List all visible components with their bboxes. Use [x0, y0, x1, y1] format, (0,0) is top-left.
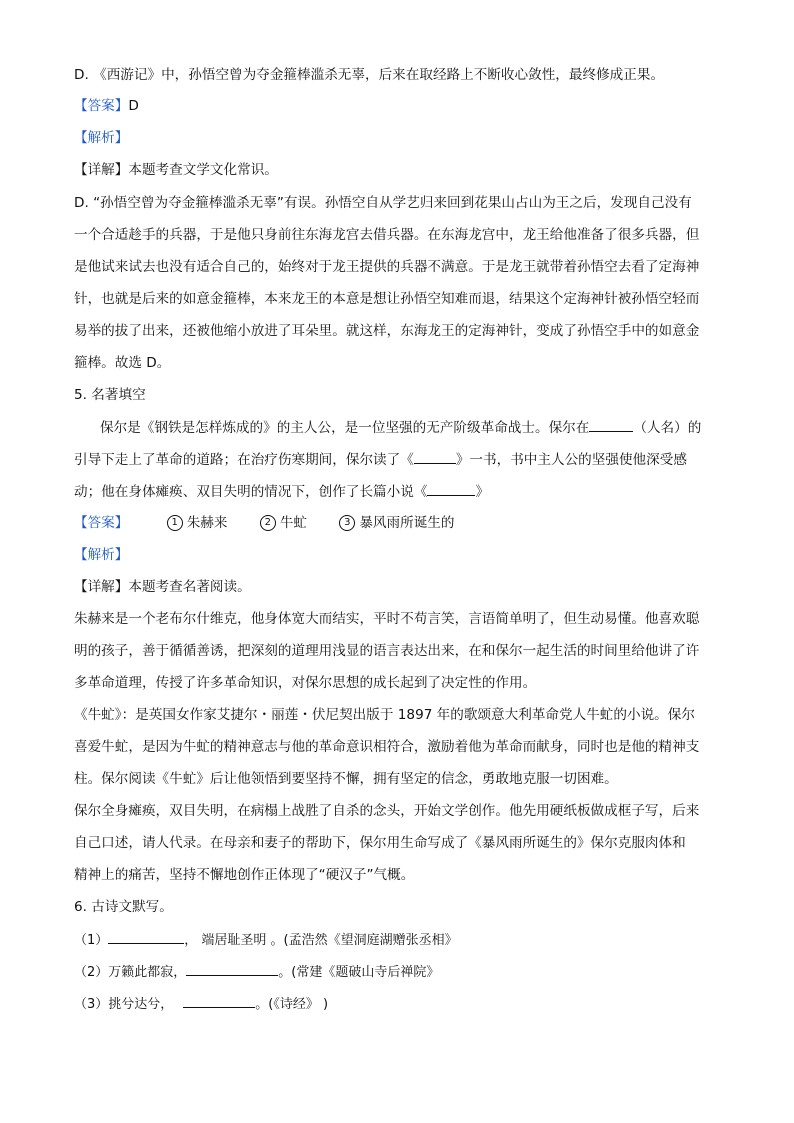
fill-blank: [183, 993, 255, 1008]
poem-item-number: （3）: [74, 997, 109, 1012]
analysis-tag: 【解析】: [74, 130, 129, 146]
poem-text: 挑兮达兮，: [108, 997, 174, 1012]
poem-text: 万籁此都寂，: [108, 965, 187, 980]
q5-stem-text: （人名）的: [633, 420, 702, 436]
answer-row-q4: [74, 96, 724, 116]
analysis-tag: 【解析】: [74, 547, 129, 563]
poem-item: [74, 961, 724, 983]
q5-stem-text: 引导下走上了革命的道路；在治疗伤寒期间，保尔读了《: [74, 452, 414, 468]
answer-value: D: [128, 98, 139, 114]
question-5-title: 5. 名著填空: [74, 387, 146, 403]
poem-text: 。(常建《题破山寺后禅院》: [278, 965, 440, 980]
q5-stem-text: 》: [475, 484, 490, 500]
fill-blank: [108, 929, 184, 944]
explain-line: 一个合适趁手的兵器，于是他只身前往东海龙宫去借兵器。在东海龙宫中，龙王给他准备了很多兵器，但: [74, 227, 700, 243]
poem-text: 。(《诗经》 ): [255, 997, 329, 1012]
explain-line: 喜爱牛虻，是因为牛虻的精神意志与他的革命意识相符合，激励着他为革命而献身，同时也是他的精神支: [74, 739, 700, 755]
answer-tag: 【答案】: [74, 515, 129, 531]
detail-tag: 【详解】: [74, 162, 129, 178]
fill-blank: [427, 481, 475, 496]
q5-stem-text: 动；他在身体瘫痪、双目失明的情况下，创作了长篇小说《: [74, 484, 428, 500]
q5-stem-text: 》一书，书中主人公的坚强使他深受感: [455, 452, 687, 468]
explain-line: 明的孩子，善于循循善诱，把深刻的道理用浅显的语言表达出来，在和保尔一起生活的时间里给他讲了许: [74, 643, 700, 659]
poem-item: [74, 993, 724, 1015]
explain-line: D. “孙悟空曾为夺金箍棒滥杀无辜”有误。孙悟空自从学艺归来回到花果山占山为王之后，发现自己没有: [74, 195, 692, 211]
answer-item: 朱赫来: [186, 515, 228, 531]
answer-item: 暴风雨所诞生的: [359, 515, 455, 531]
poem-item-number: （1）: [74, 933, 109, 948]
explain-line: 是他试来试去也没有适合自己的，始终对于龙王提供的兵器不满意。于是龙王就带着孙悟空去看了定海神: [74, 259, 700, 275]
explain-line: 精神上的痛苦，坚持不懈地创作正体现了“硬汉子”气概。: [74, 867, 415, 883]
poem-item: [74, 929, 724, 951]
answer-item: 牛虻: [279, 515, 307, 531]
fill-blank: [414, 449, 456, 464]
answer-number-badge: 3: [339, 515, 355, 531]
explain-line: 保尔全身瘫痪，双目失明，在病榻上战胜了自杀的念头，开始文学创作。他先用硬纸板做成框子写，后来: [74, 803, 700, 819]
fill-blank: [589, 417, 633, 432]
answer-row-q5: [74, 513, 724, 533]
detail-text: 本题考查文学文化常识。: [128, 162, 278, 178]
q5-stem-line-1: [100, 417, 750, 438]
explain-line: 《牛虻》：是英国女作家艾捷尔・丽莲・伏尼契出版于 1897 年的歌颂意大利革命党人牛虻的小说。保尔: [74, 707, 695, 723]
poem-item-number: （2）: [74, 965, 109, 980]
detail-text: 本题考查名著阅读。: [128, 579, 251, 595]
explain-line: 箍棒。故选 D。: [74, 355, 171, 371]
q5-stem-line-2: [74, 449, 724, 470]
option-d: D. 《西游记》中，孙悟空曾为夺金箍棒滥杀无辜，后来在取经路上不断收心敛性，最终修成正果。: [74, 67, 665, 83]
q5-stem-line-3: [74, 481, 724, 502]
fill-blank: [186, 961, 278, 976]
question-6-title: 6. 古诗文默写。: [74, 899, 173, 915]
poem-text: ， 端居耻圣明 。(孟浩然《望洞庭湖赠张丞相》: [184, 933, 458, 948]
answer-tag: 【答案】: [74, 98, 129, 114]
detail-tag: 【详解】: [74, 579, 129, 595]
explain-line: 自己口述，请人代录。在母亲和妻子的帮助下，保尔用生命写成了《暴风雨所诞生的》保尔克服肉体和: [74, 835, 686, 851]
q5-stem-text: 保尔是《钢铁是怎样炼成的》的主人公，是一位坚强的无产阶级革命战士。保尔在: [100, 420, 590, 436]
explain-line: 柱。保尔阅读《牛虻》后让他领悟到要坚持不懈，拥有坚定的信念，勇敢地克服一切困难。: [74, 771, 618, 787]
detail-row-q5: [74, 577, 724, 597]
explain-line: 针，也就是后来的如意金箍棒，本来龙王的本意是想让孙悟空知难而退，结果这个定海神针被孙悟空轻而: [74, 291, 700, 307]
answer-number-badge: 2: [260, 515, 276, 531]
explain-line: 多革命道理，传授了许多革命知识，对保尔思想的成长起到了决定性的作用。: [74, 675, 537, 691]
detail-row-q4: [74, 160, 724, 180]
explain-line: 朱赫来是一个老布尔什维克，他身体宽大而结实，平时不苟言笑，言语简单明了，但生动易懂。他喜欢聪: [74, 611, 700, 627]
answer-number-badge: 1: [167, 515, 183, 531]
explain-line: 易举的拔了出来，还被他缩小放进了耳朵里。就这样，东海龙王的定海神针，变成了孙悟空手中的如意金: [74, 323, 700, 339]
